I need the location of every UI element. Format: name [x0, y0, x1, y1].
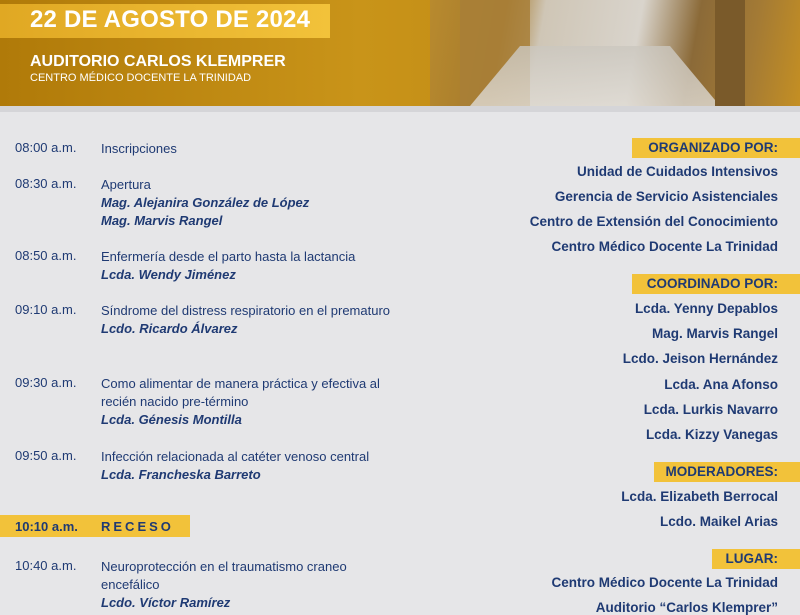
break-bar	[0, 515, 190, 537]
schedule-title	[101, 248, 401, 284]
schedule-topic: Apertura	[101, 177, 151, 192]
schedule-time: 09:30 a.m.	[15, 375, 77, 390]
schedule-title	[101, 140, 401, 158]
schedule-title	[101, 302, 401, 338]
schedule-time: 08:30 a.m.	[15, 176, 77, 191]
schedule-time: 09:50 a.m.	[15, 448, 77, 463]
organizado-item: Unidad de Cuidados Intensivos	[576, 164, 778, 179]
moderador-item: Lcdo. Maikel Arias	[659, 514, 778, 529]
schedule-topic: Como alimentar de manera práctica y efectiva al recién nacido pre-término	[101, 376, 380, 409]
break-label: RECESO	[101, 519, 174, 534]
organizado-item: Centro de Extensión del Conocimiento	[529, 214, 778, 229]
coordinado-item: Mag. Marvis Rangel	[651, 326, 778, 341]
schedule-time: 08:50 a.m.	[15, 248, 77, 263]
header-banner	[0, 0, 800, 106]
schedule-topic: Inscripciones	[101, 141, 177, 156]
header-photo	[430, 0, 800, 106]
photo-door-right	[715, 0, 745, 106]
coordinado-item: Lcda. Yenny Depablos	[634, 301, 778, 316]
moderadores-heading: MODERADORES:	[654, 462, 800, 482]
schedule-topic: Neuroprotección en el traumatismo craneo encefálico	[101, 559, 347, 592]
moderador-item: Lcda. Elizabeth Berrocal	[621, 489, 778, 504]
schedule-title	[101, 448, 401, 484]
coordinado-item: Lcda. Ana Afonso	[664, 377, 778, 392]
schedule-title	[101, 375, 401, 429]
speaker-name: Mag. Alejanira González de López	[101, 195, 310, 210]
schedule-title	[101, 176, 401, 230]
speaker-name: Lcda. Wendy Jiménez	[101, 267, 236, 282]
speaker-name: Lcdo. Ricardo Álvarez	[101, 321, 238, 336]
coordinado-item: Lcda. Kizzy Vanegas	[645, 427, 778, 442]
organizado-item: Centro Médico Docente La Trinidad	[551, 239, 778, 254]
organizado-item: Gerencia de Servicio Asistenciales	[554, 189, 778, 204]
event-date: 22 DE AGOSTO DE 2024	[30, 6, 311, 33]
lugar-item: Centro Médico Docente La Trinidad	[551, 575, 778, 590]
lugar-heading: LUGAR:	[712, 549, 800, 569]
schedule-topic: Síndrome del distress respiratorio en el prematuro	[101, 303, 391, 318]
break-time: 10:10 a.m.	[15, 519, 78, 534]
schedule-topic: Infección relacionada al catéter venoso central	[101, 449, 370, 464]
schedule-time: 09:10 a.m.	[15, 302, 77, 317]
speaker-name: Lcda. Génesis Montilla	[101, 412, 242, 427]
schedule-time: 10:40 a.m.	[15, 558, 77, 573]
lugar-item: Auditorio “Carlos Klemprer”	[595, 600, 778, 615]
coordinado-item: Lcdo. Jeison Hernández	[622, 351, 778, 366]
schedule-topic: Enfermería desde el parto hasta la lactancia	[101, 249, 356, 264]
organizado-heading: ORGANIZADO POR:	[632, 138, 800, 158]
venue-subtitle: CENTRO MÉDICO DOCENTE LA TRINIDAD	[30, 72, 252, 84]
schedule-time: 08:00 a.m.	[15, 140, 77, 155]
schedule-title	[101, 558, 401, 612]
speaker-name: Lcdo. Víctor Ramírez	[101, 595, 231, 610]
venue-name: AUDITORIO CARLOS KLEMPRER	[30, 53, 286, 70]
speaker-name: Mag. Marvis Rangel	[101, 213, 223, 228]
coordinado-item: Lcda. Lurkis Navarro	[643, 402, 778, 417]
main-content	[0, 106, 800, 615]
speaker-name: Lcda. Francheska Barreto	[101, 467, 261, 482]
coordinado-heading: COORDINADO POR:	[632, 274, 800, 294]
